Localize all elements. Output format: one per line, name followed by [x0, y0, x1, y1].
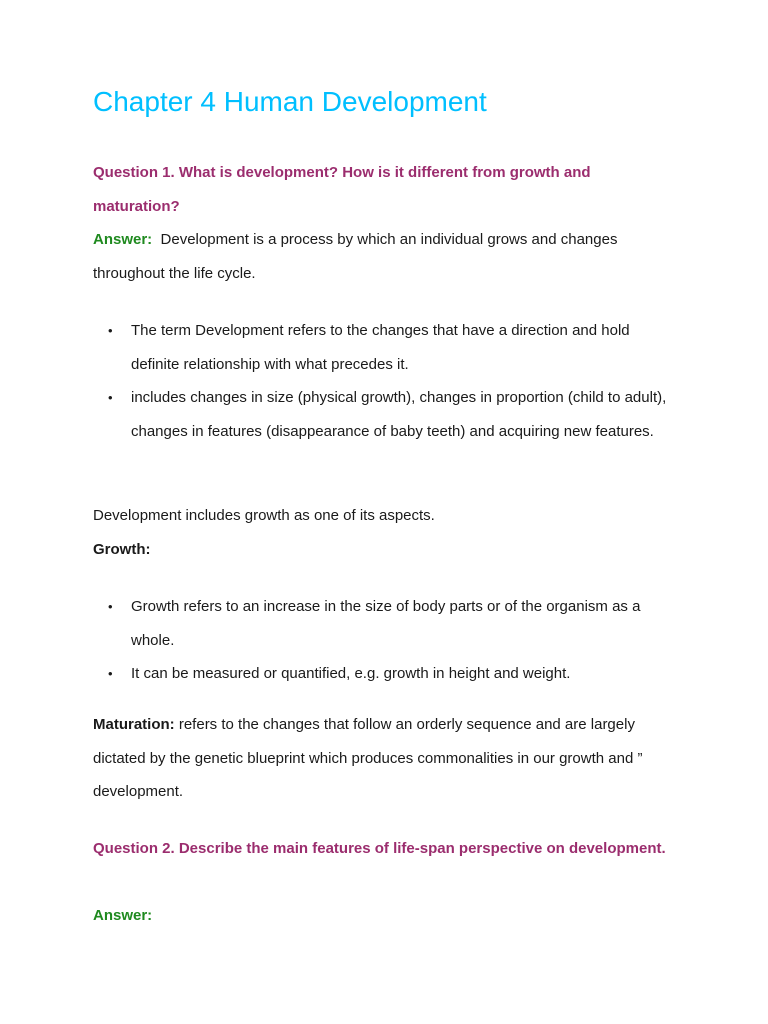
- bullet-icon: •: [108, 599, 113, 614]
- answer-1: [93, 223, 673, 290]
- question-1: Question 1. What is development? How is it different from growth and maturation?: [93, 164, 591, 215]
- maturation-text: refers to the changes that follow an orderly sequence and are largely dictated by the genetic blueprint which produces commonalities in our growth and ” development.: [93, 716, 643, 801]
- list-item: [93, 381, 673, 448]
- development-bullet-list: [93, 314, 673, 448]
- chapter-title: Chapter 4 Human Development: [93, 86, 487, 117]
- list-item-text: Growth refers to an increase in the size of body parts or of the organism as a whole.: [131, 598, 641, 649]
- question-2: Question 2. Describe the main features of life-span perspective on development.: [93, 840, 666, 857]
- maturation-label: Maturation:: [93, 716, 175, 733]
- list-item: [93, 657, 673, 691]
- list-item: [93, 314, 673, 381]
- growth-heading: [93, 533, 673, 567]
- bullet-icon: •: [108, 666, 113, 682]
- answer-2: [93, 899, 673, 933]
- growth-bullet-list: [93, 590, 673, 691]
- bullet-icon: •: [108, 323, 113, 338]
- list-item-text: The term Development refers to the changes that have a direction and hold definite relationship with what precedes it.: [131, 322, 630, 373]
- list-item-text: It can be measured or quantified, e.g. growth in height and weight.: [131, 665, 571, 683]
- bullet-icon: •: [108, 390, 113, 406]
- growth-label: Growth:: [93, 541, 151, 558]
- maturation-paragraph: [93, 708, 673, 809]
- answer-1-label: Answer:: [93, 231, 153, 248]
- list-item-text: includes changes in size (physical growth), changes in proportion (child to adult), changes in features (disappearance of baby teeth) and acquiring new features.: [131, 389, 667, 440]
- answer-1-text: Development is a process by which an individual grows and changes throughout the life cycle.: [93, 231, 618, 282]
- list-item: [93, 590, 673, 657]
- answer-2-label: Answer:: [93, 907, 153, 924]
- development-includes-text: Development includes growth as one of its aspects.: [93, 507, 435, 524]
